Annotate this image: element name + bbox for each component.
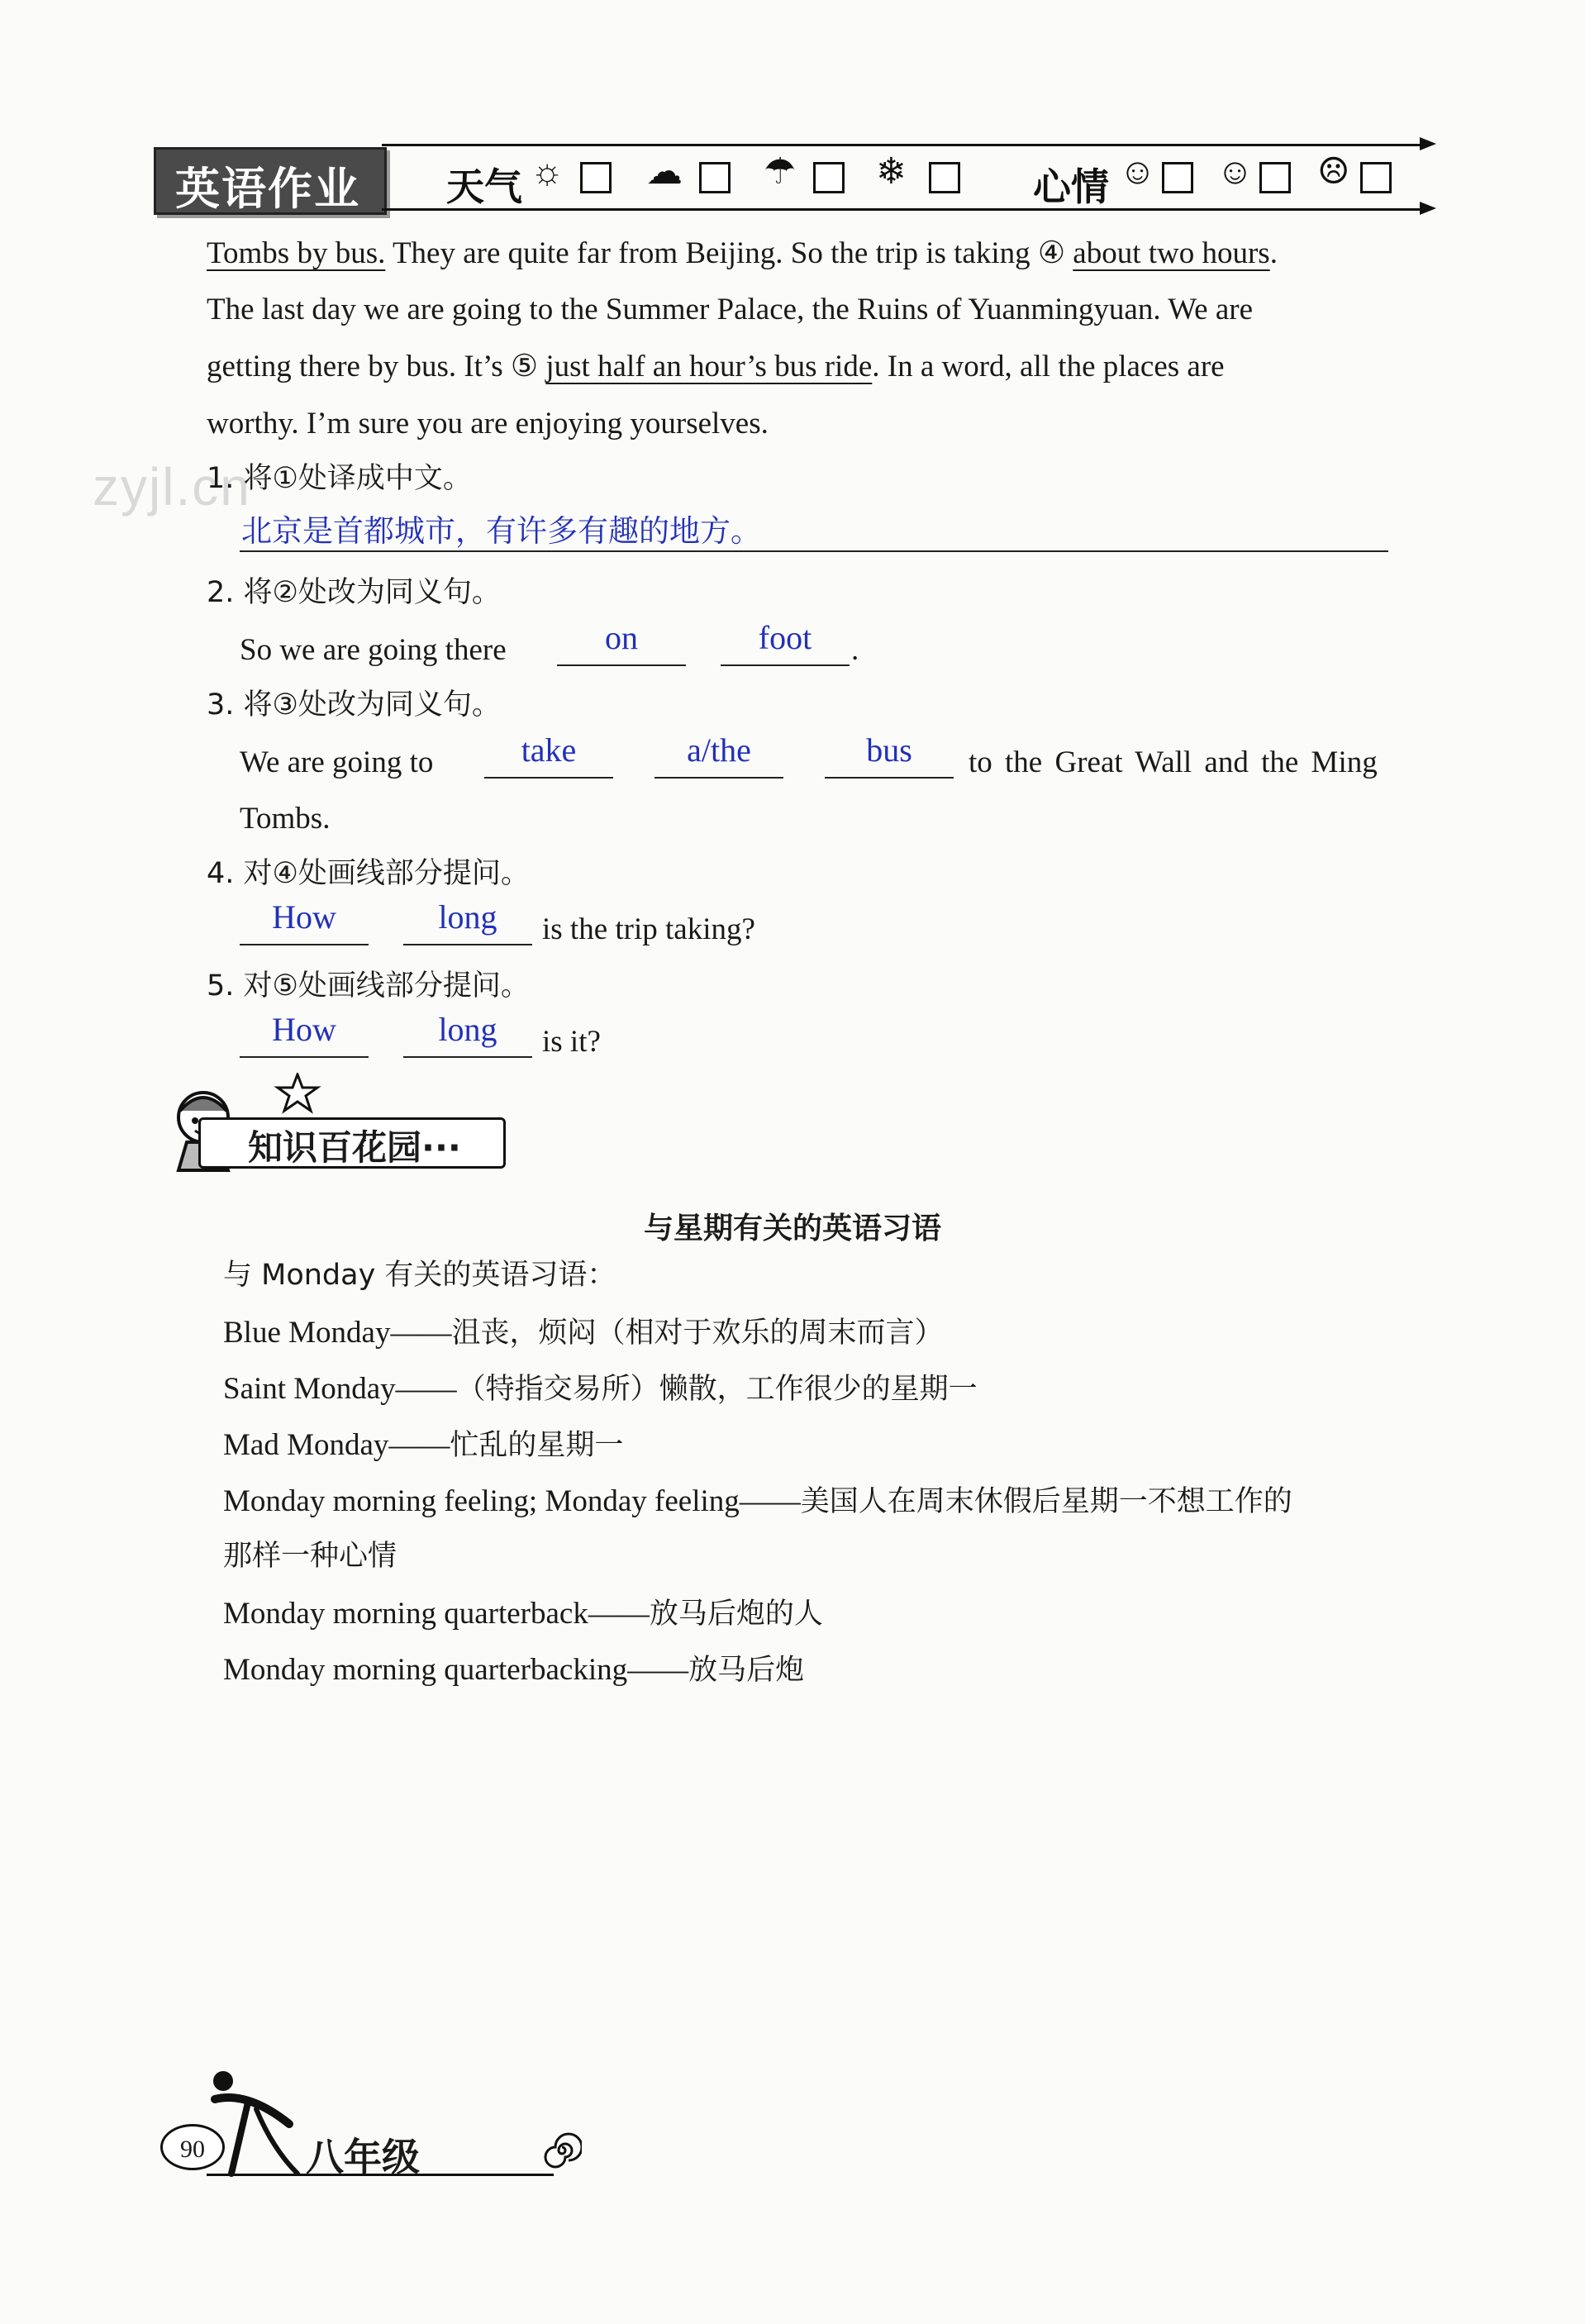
underlined-phrase-5: just half an hour’s bus ride — [545, 350, 873, 383]
sad-face-icon: ☹ — [1317, 151, 1350, 192]
neutral-face-icon: ☺ — [1216, 151, 1254, 192]
question-2-blank-2 — [721, 664, 850, 666]
question-4-label: 4. 对④处画线部分提问。 — [207, 857, 530, 890]
knowledge-intro: 与 Monday 有关的英语习语： — [223, 1259, 616, 1292]
question-2-prefix: So we are going there — [240, 633, 507, 667]
question-2-label: 2. 将②处改为同义句。 — [207, 576, 501, 609]
knowledge-heading: 与星期有关的英语习语 — [643, 1212, 941, 1245]
question-3-label: 3. 将③处改为同义句。 — [207, 688, 501, 721]
question-3-suffix: to the Great Wall and the Ming — [969, 745, 1378, 779]
question-5-blank-2 — [403, 1056, 532, 1058]
spiral-icon — [542, 2131, 582, 2170]
question-4-suffix: is the trip taking? — [542, 912, 755, 946]
underlined-phrase-4: about two hours — [1073, 236, 1270, 270]
runner-figure-icon — [198, 2066, 306, 2182]
question-4-answer-1[interactable]: How — [272, 898, 336, 936]
passage-line-1: Tombs by bus. They are quite far from Beijing. So the trip is taking ④ about two hours. — [207, 236, 1278, 270]
cloud-icon: ☁ — [646, 151, 683, 192]
mood-checkbox-neutral[interactable] — [1259, 162, 1291, 193]
section-title: 知识百花园··· — [248, 1127, 461, 1168]
question-3-answer-3[interactable]: bus — [866, 731, 912, 769]
rain-icon: ☂ — [764, 151, 797, 192]
happy-face-icon: ☺ — [1119, 151, 1156, 192]
question-4-blank-1 — [240, 944, 369, 945]
idiom-item-continuation: 那样一种心情 — [223, 1540, 397, 1573]
passage-line-4: worthy. I’m sure you are enjoying yourselves. — [207, 407, 769, 441]
question-1-answer[interactable]: 北京是首都城市，有许多有趣的地方。 — [241, 513, 761, 549]
idiom-item: Blue Monday——沮丧，烦闷（相对于欢乐的周末而言） — [223, 1316, 944, 1350]
question-5-blank-1 — [240, 1056, 369, 1058]
question-3-blank-2 — [654, 777, 783, 779]
question-5-answer-2[interactable]: long — [438, 1011, 497, 1048]
weather-checkbox-sun[interactable] — [580, 162, 612, 193]
mood-checkbox-sad[interactable] — [1360, 162, 1392, 193]
idiom-item: Mad Monday——忙乱的星期一 — [223, 1428, 624, 1462]
question-3-answer-2[interactable]: a/the — [687, 731, 751, 769]
underlined-phrase-3: Tombs by bus. — [207, 236, 386, 270]
idiom-item: Monday morning quarterback——放马后炮的人 — [223, 1597, 823, 1631]
arrow-icon — [1420, 202, 1436, 215]
question-3-prefix: We are going to — [240, 745, 434, 779]
weather-checkbox-snow[interactable] — [929, 162, 960, 193]
grade-label: 八年级 — [306, 2135, 420, 2179]
question-1-blank-line — [240, 550, 1388, 552]
question-2-answer-1[interactable]: on — [605, 619, 638, 656]
header-rule-bottom — [382, 208, 1425, 211]
footer-rule — [207, 2174, 554, 2176]
arrow-icon — [1420, 137, 1436, 150]
header-title: 英语作业 — [175, 163, 360, 215]
header-rule-top — [382, 144, 1425, 146]
question-2-answer-2[interactable]: foot — [758, 619, 812, 656]
weather-label: 天气 — [446, 164, 522, 209]
weather-checkbox-rain[interactable] — [813, 162, 845, 193]
question-3-answer-1[interactable]: take — [521, 731, 577, 769]
question-5-suffix: is it? — [542, 1025, 601, 1059]
star-icon — [273, 1073, 322, 1114]
mood-label: 心情 — [1033, 164, 1109, 209]
question-5-label: 5. 对⑤处画线部分提问。 — [207, 969, 530, 1002]
snow-icon: ❄ — [876, 151, 907, 192]
question-4-answer-2[interactable]: long — [438, 898, 497, 936]
question-3-blank-1 — [484, 777, 613, 779]
passage-line-3: getting there by bus. It’s ⑤ just half an hour’s bus ride. In a word, all the places are — [207, 350, 1225, 383]
passage-line-2: The last day we are going to the Summer Palace, the Ruins of Yuanmingyuan. We are — [207, 293, 1253, 326]
question-3-line-2: Tombs. — [240, 802, 331, 836]
question-2-blank-1 — [557, 664, 686, 666]
question-1-label: 1. 将①处译成中文。 — [207, 462, 472, 495]
watermark: zyjl.cn — [93, 457, 251, 517]
idiom-item: Monday morning quarterbacking——放马后炮 — [223, 1653, 805, 1687]
page-number: 90 — [180, 2136, 205, 2163]
mood-checkbox-happy[interactable] — [1162, 162, 1193, 193]
sun-icon: ☼ — [531, 151, 564, 192]
question-2-suffix: . — [851, 633, 859, 667]
question-4-blank-2 — [403, 944, 532, 945]
weather-checkbox-cloud[interactable] — [699, 162, 731, 193]
question-3-blank-3 — [825, 777, 954, 779]
question-5-answer-1[interactable]: How — [272, 1011, 336, 1048]
idiom-item: Monday morning feeling; Monday feeling——美国人在周末休假后星期一不想工作的 — [223, 1484, 1292, 1518]
idiom-item: Saint Monday——（特指交易所）懒散，工作很少的星期一 — [223, 1372, 978, 1406]
